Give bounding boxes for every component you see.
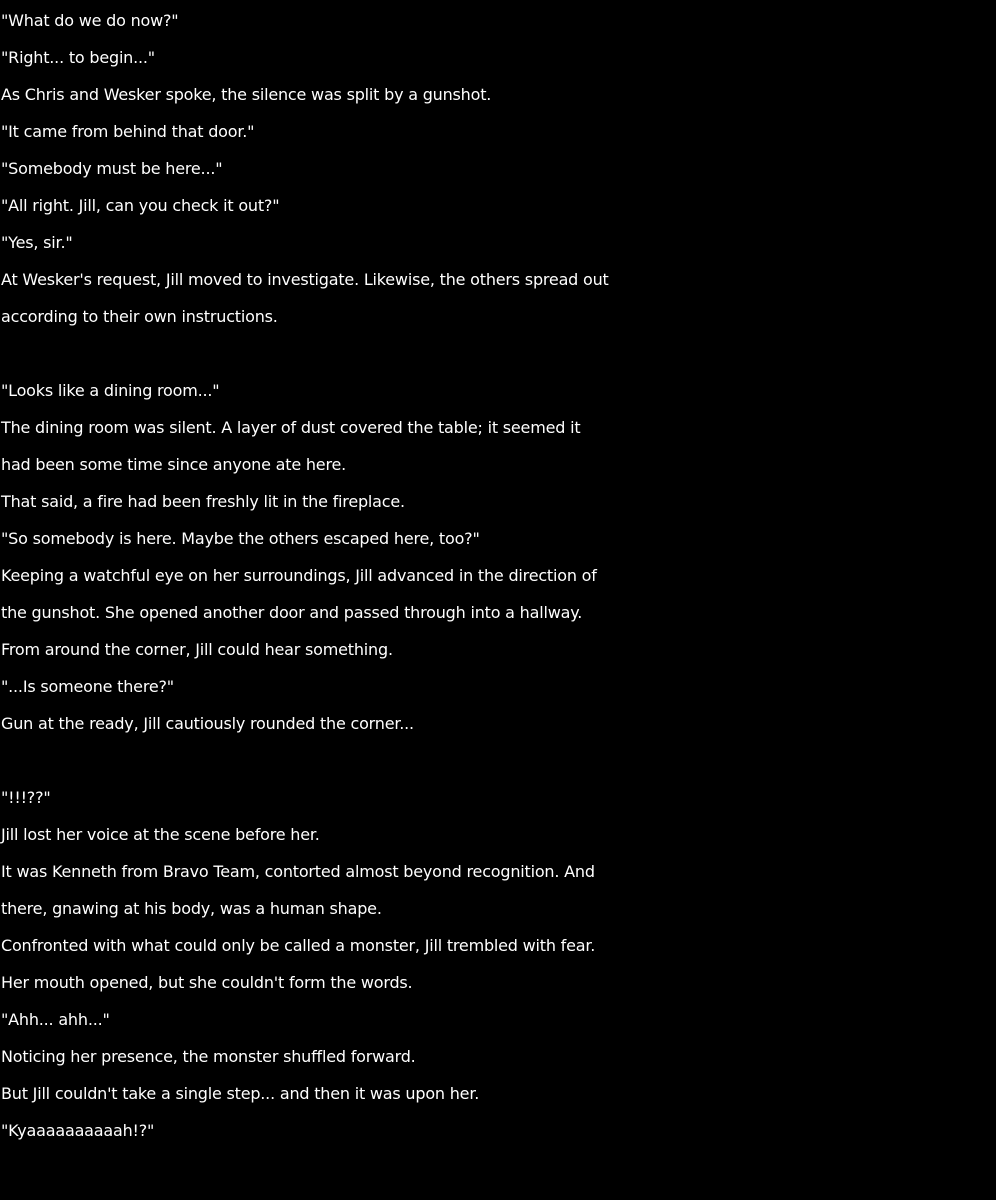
text-line: Jill lost her voice at the scene before her.	[1, 825, 320, 844]
text-line: "Kyaaaaaaaaaah!?"	[1, 1121, 155, 1140]
story-text-page	[0, 2, 996, 1149]
text-line: Confronted with what could only be called a monster, Jill trembled with fear.	[1, 936, 596, 955]
text-line: The dining room was silent. A layer of dust covered the table; it seemed it	[1, 418, 581, 437]
text-line: "Ahh... ahh..."	[1, 1010, 110, 1029]
blank-line	[0, 335, 996, 372]
text-line: "Right... to begin..."	[1, 48, 155, 67]
text-line: "So somebody is here. Maybe the others escaped here, too?"	[1, 529, 480, 548]
text-line: "Yes, sir."	[1, 233, 73, 252]
text-line: From around the corner, Jill could hear something.	[1, 640, 393, 659]
text-line: "!!!??"	[1, 788, 51, 807]
text-line: Noticing her presence, the monster shuffled forward.	[1, 1047, 416, 1066]
text-line: "Somebody must be here..."	[1, 159, 223, 178]
text-line: Her mouth opened, but she couldn't form the words.	[1, 973, 413, 992]
text-line: "All right. Jill, can you check it out?"	[1, 196, 280, 215]
text-line: "What do we do now?"	[1, 11, 179, 30]
text-line: there, gnawing at his body, was a human shape.	[1, 899, 382, 918]
text-line: "It came from behind that door."	[1, 122, 255, 141]
text-line: It was Kenneth from Bravo Team, contorted almost beyond recognition. And	[1, 862, 595, 881]
text-line: according to their own instructions.	[1, 307, 278, 326]
blank-line	[0, 742, 996, 779]
text-line: had been some time since anyone ate here.	[1, 455, 347, 474]
text-line: As Chris and Wesker spoke, the silence was split by a gunshot.	[1, 85, 492, 104]
text-line: Gun at the ready, Jill cautiously rounded the corner...	[1, 714, 414, 733]
text-line: Keeping a watchful eye on her surroundings, Jill advanced in the direction of	[1, 566, 597, 585]
text-line: "Looks like a dining room..."	[1, 381, 220, 400]
text-line: "...Is someone there?"	[1, 677, 174, 696]
text-line: the gunshot. She opened another door and passed through into a hallway.	[1, 603, 583, 622]
text-line: At Wesker's request, Jill moved to investigate. Likewise, the others spread out	[1, 270, 609, 289]
text-line: But Jill couldn't take a single step... and then it was upon her.	[1, 1084, 480, 1103]
text-line: That said, a fire had been freshly lit in the fireplace.	[1, 492, 405, 511]
